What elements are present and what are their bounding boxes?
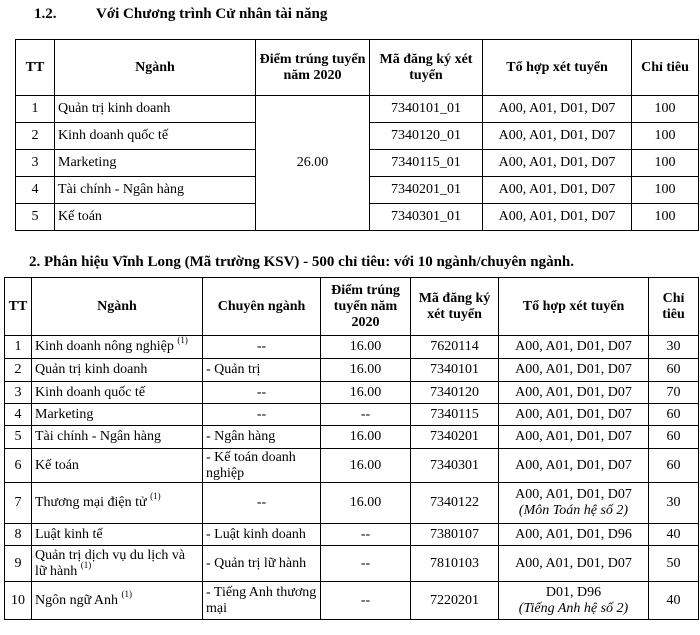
cell-chitieu: 100: [632, 96, 699, 123]
cell-chuyen-nganh: - Tiếng Anh thương mại: [203, 582, 321, 620]
table-row: [5, 524, 699, 546]
cell-chuyen-nganh: --: [203, 382, 321, 404]
cell-ma: 7340301_01: [370, 204, 483, 231]
cell-tohop-label: A00, A01, D01, D07: [515, 339, 632, 354]
cell-ma: 7340301: [411, 449, 499, 483]
cell-nganh: [32, 382, 203, 404]
header-ma: Mã đăng ký xét tuyển: [370, 40, 483, 96]
table-phan-hieu-vinh-long: [4, 277, 699, 620]
cell-nganh-label: Kế toán: [35, 457, 79, 473]
cell-tohop-label: A00, A01, D01, D07: [515, 457, 632, 473]
cell-nganh: [32, 426, 203, 449]
cell-chitieu: 60: [649, 426, 699, 449]
cell-ma: 7340120_01: [370, 123, 483, 150]
header-tohop: Tổ hợp xét tuyển: [499, 278, 649, 336]
cell-ma: 7380107: [411, 524, 499, 546]
cell-nganh-label: Ngôn ngữ Anh: [35, 592, 119, 608]
cell-tt: 3: [5, 382, 32, 404]
table-row: [5, 359, 699, 382]
cell-diem: 16.00: [321, 359, 411, 382]
cell-chitieu: 30: [649, 483, 699, 524]
cell-tt: 6: [5, 449, 32, 483]
cell-diem: 16.00: [321, 382, 411, 404]
table-row: [16, 96, 699, 123]
table-row: [5, 546, 699, 582]
cell-tohop: [499, 524, 649, 546]
cell-chuyen-nganh: --: [203, 336, 321, 359]
cell-diem: 16.00: [321, 449, 411, 483]
cell-tt: 5: [16, 204, 55, 231]
header-chuyen-nganh: Chuyên ngành: [203, 278, 321, 336]
cell-ma: 7340122: [411, 483, 499, 524]
cell-chitieu: 100: [632, 204, 699, 231]
cell-ma: 7340101_01: [370, 96, 483, 123]
cell-tt: 7: [5, 483, 32, 524]
cell-tohop: [499, 449, 649, 483]
cell-nganh-label: Quản trị kinh doanh: [35, 362, 148, 377]
cell-tt: 3: [16, 150, 55, 177]
cell-ma: 7340115: [411, 404, 499, 426]
cell-nganh: Tài chính - Ngân hàng: [55, 177, 256, 204]
cell-chuyen-nganh: --: [203, 483, 321, 524]
cell-nganh-label: Luật kinh tế: [35, 526, 103, 542]
cell-tohop-label: D01, D96: [545, 584, 602, 600]
cell-ma: 7220201: [411, 582, 499, 620]
cell-tt: 2: [5, 359, 32, 382]
cell-nganh: [32, 546, 203, 582]
footnote-marker: (1): [177, 335, 188, 346]
cell-nganh: Kinh doanh quốc tế: [55, 123, 256, 150]
cell-chitieu: 40: [649, 524, 699, 546]
cell-chuyen-nganh: - Ngân hàng: [203, 426, 321, 449]
cell-diem: 26.00: [256, 96, 370, 231]
cell-ma: 7810103: [411, 546, 499, 582]
cell-tt: 9: [5, 546, 32, 582]
cell-nganh: [32, 359, 203, 382]
cell-tt: 4: [16, 177, 55, 204]
table-row: [5, 404, 699, 426]
table-row: [5, 382, 699, 404]
cell-chitieu: 30: [649, 336, 699, 359]
table-row: [5, 336, 699, 359]
cell-nganh-label: Kinh doanh quốc tế: [35, 384, 146, 400]
cell-diem: 16.00: [321, 336, 411, 359]
header-nganh: Ngành: [55, 40, 256, 96]
cell-tohop: [499, 426, 649, 449]
footnote-marker: (1): [121, 588, 133, 599]
cell-chitieu: 40: [649, 582, 699, 620]
footnote-marker: (1): [80, 559, 92, 570]
section-2-heading: 2. Phân hiệu Vĩnh Long (Mã trường KSV) - 500 chỉ tiêu: với 10 ngành/chuyên ngành.: [29, 254, 575, 270]
cell-chitieu: 70: [649, 382, 699, 404]
header-nganh: Ngành: [32, 278, 203, 336]
cell-tohop: A00, A01, D01, D07: [483, 150, 632, 177]
cell-tt: 2: [16, 123, 55, 150]
cell-tohop-label: A00, A01, D01, D07: [515, 406, 632, 422]
cell-nganh: [32, 336, 203, 359]
cell-tt: 10: [5, 582, 32, 620]
cell-tohop: [499, 546, 649, 582]
cell-tohop-label: A00, A01, D01, D07: [515, 362, 632, 377]
cell-diem: --: [321, 404, 411, 426]
cell-tohop-label: A00, A01, D01, D07: [515, 487, 632, 502]
table-row: [5, 483, 699, 524]
cell-tt: 8: [5, 524, 32, 546]
cell-diem: 16.00: [321, 483, 411, 524]
cell-ma: 7340120: [411, 382, 499, 404]
section-1-title: Với Chương trình Cử nhân tài năng: [96, 6, 328, 22]
cell-chitieu: 50: [649, 546, 699, 582]
table-row: [5, 449, 699, 483]
cell-chuyen-nganh: - Quản trị lữ hành: [203, 546, 321, 582]
cell-nganh: [32, 524, 203, 546]
cell-nganh: [32, 483, 203, 524]
cell-tohop-label: A00, A01, D01, D07: [515, 555, 632, 571]
cell-ma: 7340201: [411, 426, 499, 449]
cell-ma: 7340115_01: [370, 150, 483, 177]
footnote-marker: (1): [150, 491, 161, 502]
section-1-number: 1.2.: [34, 6, 57, 22]
cell-tohop: A00, A01, D01, D07: [483, 177, 632, 204]
cell-ma: 7620114: [411, 336, 499, 359]
cell-tt: 5: [5, 426, 32, 449]
cell-chitieu: 60: [649, 449, 699, 483]
table-2-header-row: [5, 278, 699, 336]
header-diem: Điểm trúng tuyển năm 2020: [256, 40, 370, 96]
table-row: [5, 426, 699, 449]
cell-chitieu: 100: [632, 123, 699, 150]
cell-tt: 1: [5, 336, 32, 359]
cell-tohop: [499, 336, 649, 359]
cell-tohop: [499, 582, 649, 620]
cell-tohop-note: (Tiếng Anh hệ số 2): [518, 600, 629, 616]
cell-nganh: Quản trị kinh doanh: [55, 96, 256, 123]
cell-tohop: [499, 382, 649, 404]
cell-tohop: A00, A01, D01, D07: [483, 204, 632, 231]
cell-nganh-label: Kinh doanh nông nghiệp: [35, 339, 174, 354]
cell-nganh: Kế toán: [55, 204, 256, 231]
header-ma: Mã đăng ký xét tuyển: [411, 278, 499, 336]
table-cu-nhan-tai-nang: [15, 39, 699, 231]
cell-tohop-note: (Môn Toán hệ số 2): [518, 503, 629, 518]
cell-tohop: [499, 404, 649, 426]
cell-diem: 16.00: [321, 426, 411, 449]
cell-nganh-label: Marketing: [35, 406, 94, 422]
cell-chuyen-nganh: --: [203, 404, 321, 426]
cell-tohop: [499, 359, 649, 382]
cell-chitieu: 60: [649, 404, 699, 426]
cell-tohop: A00, A01, D01, D07: [483, 123, 632, 150]
header-tt: TT: [5, 278, 32, 336]
cell-ma: 7340101: [411, 359, 499, 382]
table-1-header-row: [16, 40, 699, 96]
header-tt: TT: [16, 40, 55, 96]
cell-tohop-label: A00, A01, D01, D96: [515, 526, 632, 542]
cell-chitieu: 60: [649, 359, 699, 382]
cell-nganh: [32, 582, 203, 620]
section-1-heading: [34, 6, 327, 23]
cell-chuyen-nganh: - Kế toán doanh nghiệp: [203, 449, 321, 483]
cell-tt: 4: [5, 404, 32, 426]
header-diem: Điểm trúng tuyển năm 2020: [321, 278, 411, 336]
cell-tohop: A00, A01, D01, D07: [483, 96, 632, 123]
table-row: [5, 582, 699, 620]
cell-diem: --: [321, 582, 411, 620]
cell-diem: --: [321, 546, 411, 582]
cell-nganh: [32, 449, 203, 483]
cell-ma: 7340201_01: [370, 177, 483, 204]
cell-tt: 1: [16, 96, 55, 123]
cell-nganh-label: Quản trị dịch vụ du lịch và lữ hành: [35, 547, 186, 579]
cell-chitieu: 100: [632, 150, 699, 177]
header-chitieu: Chỉ tiêu: [649, 278, 699, 336]
cell-nganh-label: Thương mại điện tử: [35, 495, 147, 510]
cell-diem: --: [321, 524, 411, 546]
cell-tohop-label: A00, A01, D01, D07: [515, 429, 632, 444]
header-tohop: Tổ hợp xét tuyển: [483, 40, 632, 96]
cell-tohop: [499, 483, 649, 524]
cell-chitieu: 100: [632, 177, 699, 204]
cell-nganh: [32, 404, 203, 426]
cell-tohop-label: A00, A01, D01, D07: [515, 384, 632, 400]
cell-nganh: Marketing: [55, 150, 256, 177]
cell-nganh-label: Tài chính - Ngân hàng: [35, 429, 161, 444]
header-chitieu: Chỉ tiêu: [632, 40, 699, 96]
cell-chuyen-nganh: - Quản trị: [203, 359, 321, 382]
cell-chuyen-nganh: - Luật kinh doanh: [203, 524, 321, 546]
